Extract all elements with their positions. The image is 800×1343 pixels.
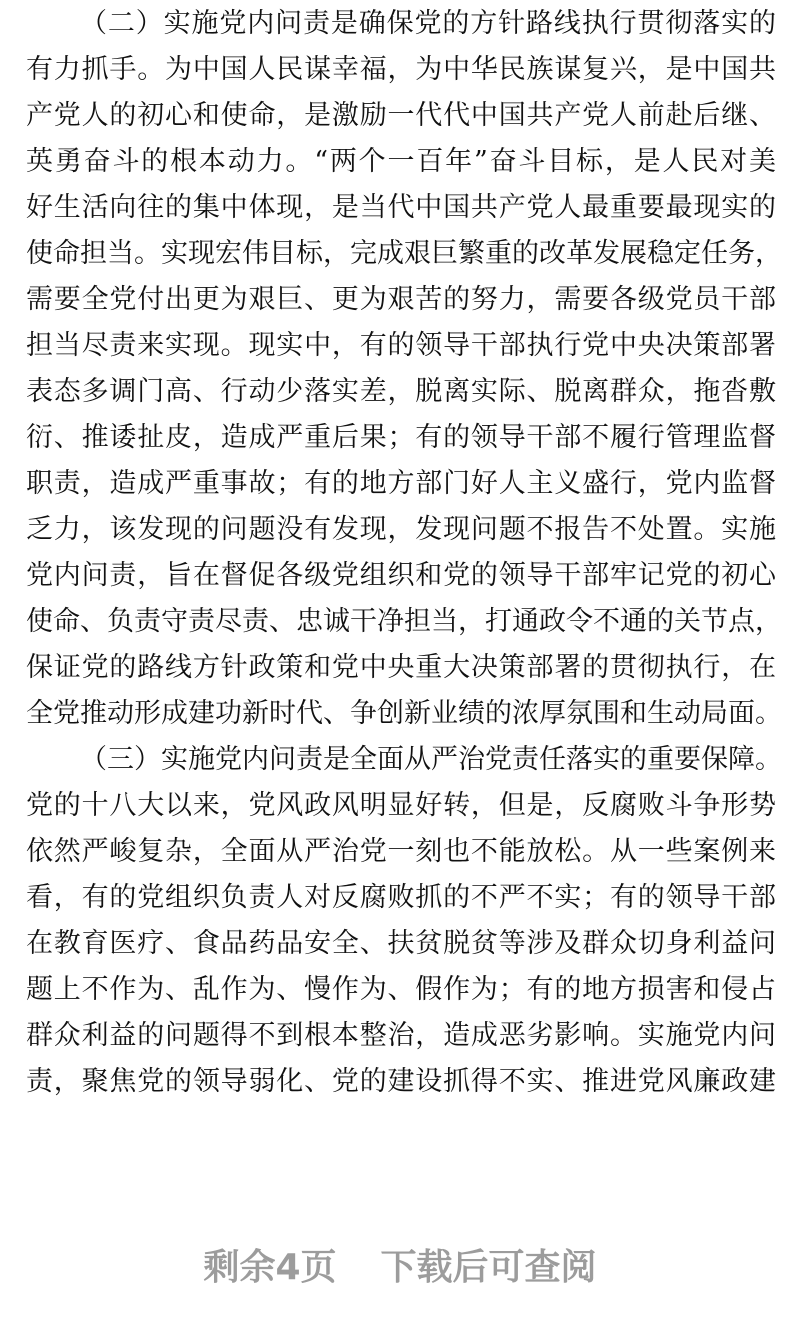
text-line: 担当尽责来实现。现实中，有的领导干部执行党中央决策部署 <box>26 330 776 361</box>
remaining-pages-label: 剩余4页 <box>203 1247 337 1288</box>
text-line: 使命、负责守责尽责、忠诚干净担当，打通政令不通的关节点， <box>26 606 782 637</box>
download-prompt-label: 下载后可查阅 <box>380 1247 597 1288</box>
text-line: 好生活向往的集中体现，是当代中国共产党人最重要最现实的 <box>26 192 776 223</box>
text-line: 衍、推诿扯皮，造成严重后果；有的领导干部不履行管理监督 <box>26 422 776 453</box>
text-line: 需要全党付出更为艰巨、更为艰苦的努力，需要各级党员干部 <box>26 284 776 315</box>
text-line: 党的十八大以来，党风政风明显好转，但是，反腐败斗争形势 <box>26 790 776 821</box>
text-line: 党内问责，旨在督促各级党组织和党的领导干部牢记党的初心 <box>26 560 776 591</box>
text-line: 乏力，该发现的问题没有发现，发现问题不报告不处置。实施 <box>26 514 776 545</box>
text-line: 英勇奋斗的根本动力。“两个一百年”奋斗目标，是人民对美 <box>26 146 776 177</box>
text-line: （二）实施党内问责是确保党的方针路线执行贯彻落实的 <box>80 8 776 39</box>
text-line: 在教育医疗、食品药品安全、扶贫脱贫等涉及群众切身利益问 <box>26 928 776 959</box>
text-line: 职责，造成严重事故；有的地方部门好人主义盛行，党内监督 <box>26 468 776 499</box>
text-line: 使命担当。实现宏伟目标，完成艰巨繁重的改革发展稳定任务， <box>26 238 782 269</box>
text-line: 保证党的路线方针政策和党中央重大决策部署的贯彻执行，在 <box>26 652 776 683</box>
text-line: 看，有的党组织负责人对反腐败抓的不严不实；有的领导干部 <box>26 882 776 913</box>
text-line: （三）实施党内问责是全面从严治党责任落实的重要保障。 <box>80 744 782 775</box>
download-banner[interactable] <box>0 1238 800 1298</box>
text-line: 群众利益的问题得不到根本整治，造成恶劣影响。实施党内问 <box>26 1020 776 1051</box>
text-line: 责，聚焦党的领导弱化、党的建设抓得不实、推进党风廉政建 <box>26 1066 776 1097</box>
text-line: 产党人的初心和使命，是激励一代代中国共产党人前赴后继、 <box>26 100 776 131</box>
text-line: 有力抓手。为中国人民谋幸福，为中华民族谋复兴，是中国共 <box>26 54 776 85</box>
text-line: 全党推动形成建功新时代、争创新业绩的浓厚氛围和生动局面。 <box>26 698 782 729</box>
text-line: 依然严峻复杂，全面从严治党一刻也不能放松。从一些案例来 <box>26 836 776 867</box>
text-line: 表态多调门高、行动少落实差，脱离实际、脱离群众，拖沓敷 <box>26 376 776 407</box>
text-line: 题上不作为、乱作为、慢作为、假作为；有的地方损害和侵占 <box>26 974 776 1005</box>
